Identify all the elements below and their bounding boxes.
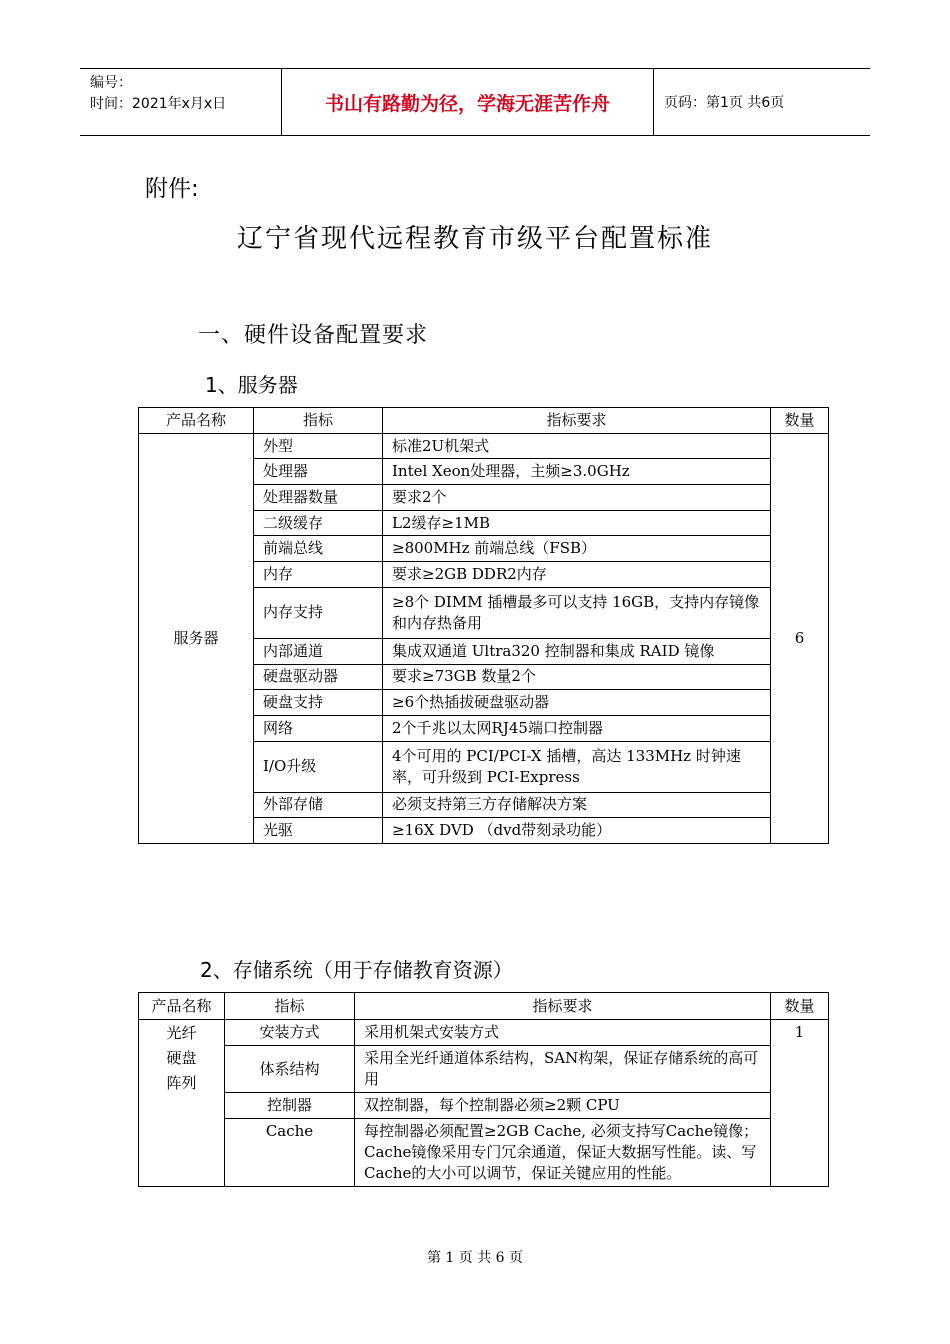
subsection-heading-storage: 2、存储系统（用于存储教育资源）: [200, 958, 513, 982]
requirement-cell: 要求≥2GB DDR2内存: [383, 562, 771, 588]
product-name-line: 硬盘: [166, 1049, 197, 1067]
spec-cell: 硬盘支持: [254, 690, 383, 716]
col-header-requirement: 指标要求: [355, 993, 771, 1020]
requirement-cell: 集成双通道 Ultra320 控制器和集成 RAID 镜像: [383, 638, 771, 664]
spec-cell: 光驱: [254, 818, 383, 844]
requirement-cell: L2缓存≥1MB: [383, 510, 771, 536]
requirement-cell: ≥8个 DIMM 插槽最多可以支持 16GB，支持内存镜像和内存热备用: [383, 587, 771, 638]
spec-cell: 外部存储: [254, 792, 383, 818]
product-name-cell: 服务器: [139, 433, 254, 843]
spec-cell: 处理器: [254, 459, 383, 485]
page-footer: 第 1 页 共 6 页: [426, 1250, 524, 1266]
header-page-info: 页码：第1页 共6页: [664, 95, 785, 111]
col-header-requirement: 指标要求: [383, 408, 771, 434]
requirement-cell: 要求≥73GB 数量2个: [383, 664, 771, 690]
requirement-cell: ≥800MHz 前端总线（FSB）: [383, 536, 771, 562]
server-spec-table: [138, 407, 829, 844]
quantity-cell: 6: [771, 433, 829, 843]
requirement-cell: 采用全光纤通道体系结构，SAN构架，保证存储系统的高可用: [355, 1046, 771, 1093]
spec-cell: 体系结构: [225, 1046, 355, 1093]
spec-cell: 前端总线: [254, 536, 383, 562]
storage-spec-table: [138, 992, 829, 1187]
subsection-heading-server: 1、服务器: [205, 373, 298, 397]
code-label: 编号：: [90, 75, 132, 91]
product-name-line: 光纤: [166, 1024, 197, 1042]
col-header-product: 产品名称: [139, 993, 225, 1020]
requirement-cell: 4个可用的 PCI/PCI-X 插槽，高达 133MHz 时钟速率，可升级到 PCI-Express: [383, 741, 771, 792]
col-header-spec: 指标: [225, 993, 355, 1020]
time-label: 时间：2021年x月x日: [90, 96, 227, 112]
requirement-cell: 要求2个: [383, 485, 771, 511]
table-row: [139, 433, 829, 459]
header-motto: 书山有路勤为径，学海无涯苦作舟: [282, 69, 654, 135]
spec-cell: 控制器: [225, 1093, 355, 1119]
requirement-cell: ≥16X DVD （dvd带刻录功能）: [383, 818, 771, 844]
requirement-cell: 每控制器必须配置≥2GB Cache, 必须支持写Cache镜像；Cache镜像采用专门冗余通道，保证大数据写性能。读、写Cache的大小可以调节，保证关键应用的性能。: [355, 1119, 771, 1187]
requirement-cell: 必须支持第三方存储解决方案: [383, 792, 771, 818]
requirement-cell: Intel Xeon处理器，主频≥3.0GHz: [383, 459, 771, 485]
spec-cell: Cache: [225, 1119, 355, 1187]
spec-cell: 外型: [254, 433, 383, 459]
requirement-cell: ≥6个热插拔硬盘驱动器: [383, 690, 771, 716]
spec-cell: I/O升级: [254, 741, 383, 792]
requirement-cell: 双控制器，每个控制器必须≥2颗 CPU: [355, 1093, 771, 1119]
requirement-cell: 2个千兆以太网RJ45端口控制器: [383, 715, 771, 741]
spec-cell: 硬盘驱动器: [254, 664, 383, 690]
table-row: [139, 1119, 829, 1187]
spec-cell: 处理器数量: [254, 485, 383, 511]
col-header-quantity: 数量: [771, 408, 829, 434]
spec-cell: 网络: [254, 715, 383, 741]
spec-cell: 内存: [254, 562, 383, 588]
doc-title: 辽宁省现代远程教育市级平台配置标准: [236, 224, 713, 254]
page-header: [80, 68, 870, 136]
product-name-line: 阵列: [166, 1074, 197, 1092]
section-heading: 一、硬件设备配置要求: [198, 323, 429, 348]
spec-cell: 二级缓存: [254, 510, 383, 536]
col-header-quantity: 数量: [771, 993, 829, 1020]
table-row: [139, 1046, 829, 1093]
product-name-cell: [139, 1020, 225, 1187]
requirement-cell: 标准2U机架式: [383, 433, 771, 459]
spec-cell: 内存支持: [254, 587, 383, 638]
col-header-spec: 指标: [254, 408, 383, 434]
table-row: [139, 1020, 829, 1046]
spec-cell: 内部通道: [254, 638, 383, 664]
header-meta: [80, 69, 282, 135]
requirement-cell: 采用机架式安装方式: [355, 1020, 771, 1046]
attachment-label: 附件:: [145, 176, 199, 202]
col-header-product: 产品名称: [139, 408, 254, 434]
quantity-cell: 1: [771, 1020, 829, 1187]
table-row: [139, 1093, 829, 1119]
spec-cell: 安装方式: [225, 1020, 355, 1046]
